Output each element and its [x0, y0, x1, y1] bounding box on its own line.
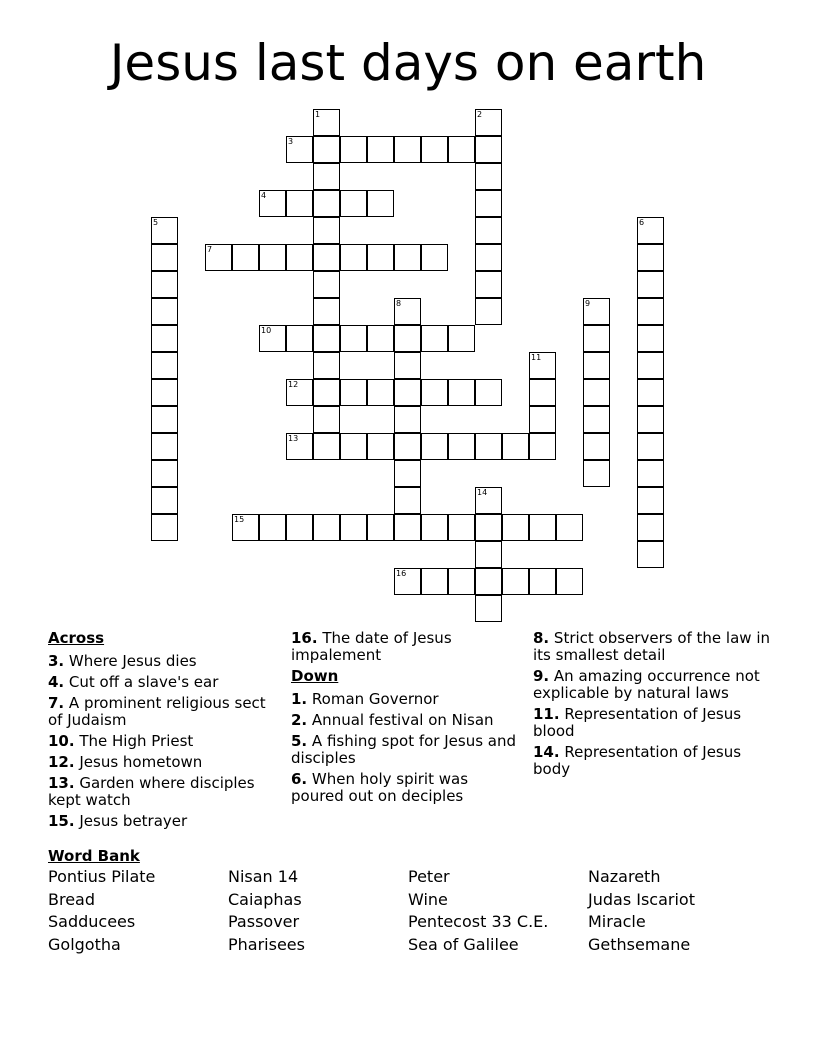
clue-across-3: 3. Where Jesus dies — [48, 652, 197, 670]
grid-cell[interactable] — [502, 514, 529, 541]
clue-number: 7 — [207, 245, 213, 254]
grid-cell[interactable] — [475, 433, 502, 460]
grid-cell[interactable] — [367, 244, 394, 271]
clue-across-10: 10. The High Priest — [48, 732, 194, 750]
grid-cell[interactable] — [313, 271, 340, 298]
word-bank-item: Nazareth — [588, 867, 661, 886]
grid-cell[interactable] — [313, 163, 340, 190]
clue-across-7: 7. A prominent religious sect of Judaism — [48, 694, 266, 729]
grid-cell[interactable] — [151, 298, 178, 325]
grid-cell[interactable] — [583, 298, 610, 325]
grid-cell[interactable] — [340, 433, 367, 460]
grid-cell[interactable] — [394, 514, 421, 541]
grid-cell[interactable] — [583, 406, 610, 433]
grid-cell[interactable] — [151, 406, 178, 433]
grid-cell[interactable] — [637, 298, 664, 325]
clue-number: 6 — [639, 218, 645, 227]
clue-number: 16 — [396, 569, 407, 578]
grid-cell[interactable] — [313, 298, 340, 325]
grid-cell[interactable] — [637, 271, 664, 298]
grid-cell[interactable] — [394, 487, 421, 514]
grid-cell[interactable] — [529, 433, 556, 460]
grid-cell[interactable] — [421, 325, 448, 352]
word-bank-item: Judas Iscariot — [588, 890, 695, 909]
down-header: Down — [291, 667, 339, 685]
grid-cell[interactable] — [151, 217, 178, 244]
grid-cell[interactable] — [151, 487, 178, 514]
clue-down-5: 5. A fishing spot for Jesus and disciples — [291, 732, 517, 767]
word-bank-item: Nisan 14 — [228, 867, 299, 886]
grid-cell[interactable] — [421, 136, 448, 163]
grid-cell[interactable] — [313, 217, 340, 244]
clue-number: 9 — [585, 299, 591, 308]
grid-cell[interactable] — [637, 352, 664, 379]
across-header: Across — [48, 629, 105, 647]
grid-cell[interactable] — [637, 487, 664, 514]
grid-cell[interactable] — [340, 190, 367, 217]
grid-cell[interactable] — [556, 568, 583, 595]
grid-cell[interactable] — [340, 325, 367, 352]
grid-cell[interactable] — [637, 433, 664, 460]
grid-cell[interactable] — [475, 379, 502, 406]
grid-cell[interactable] — [340, 379, 367, 406]
grid-cell[interactable] — [340, 244, 367, 271]
grid-cell[interactable] — [529, 568, 556, 595]
grid-cell[interactable] — [151, 460, 178, 487]
grid-cell[interactable] — [286, 379, 313, 406]
grid-cell[interactable] — [313, 514, 340, 541]
grid-cell[interactable] — [475, 487, 502, 514]
grid-cell[interactable] — [151, 271, 178, 298]
grid-cell[interactable] — [313, 352, 340, 379]
grid-cell[interactable] — [367, 433, 394, 460]
clue-down-11: 11. Representation of Jesus blood — [533, 705, 742, 740]
grid-cell[interactable] — [313, 379, 340, 406]
grid-cell[interactable] — [313, 433, 340, 460]
grid-cell[interactable] — [286, 244, 313, 271]
grid-cell[interactable] — [286, 190, 313, 217]
grid-cell[interactable] — [151, 325, 178, 352]
word-bank-header: Word Bank — [48, 847, 140, 865]
grid-cell[interactable] — [583, 379, 610, 406]
word-bank-item: Gethsemane — [588, 935, 691, 954]
grid-cell[interactable] — [394, 325, 421, 352]
grid-cell[interactable] — [421, 244, 448, 271]
clue-down-6: 6. When holy spirit was poured out on deciples — [291, 770, 469, 805]
grid-cell[interactable] — [232, 514, 259, 541]
grid-cell[interactable] — [151, 514, 178, 541]
word-bank-item: Sadducees — [48, 912, 136, 931]
grid-cell[interactable] — [475, 217, 502, 244]
grid-cell[interactable] — [151, 244, 178, 271]
clue-down-8: 8. Strict observers of the law in its smallest detail — [533, 629, 771, 664]
grid-cell[interactable] — [475, 595, 502, 622]
grid-cell[interactable] — [394, 352, 421, 379]
grid-cell[interactable] — [475, 163, 502, 190]
clues-column-3 — [533, 630, 773, 782]
grid-cell[interactable] — [367, 379, 394, 406]
grid-cell[interactable] — [286, 514, 313, 541]
grid-cell[interactable] — [502, 568, 529, 595]
grid-cell[interactable] — [313, 190, 340, 217]
grid-cell[interactable] — [421, 433, 448, 460]
grid-cell[interactable] — [151, 379, 178, 406]
word-bank-item: Pentecost 33 C.E. — [408, 912, 549, 931]
grid-cell[interactable] — [529, 379, 556, 406]
grid-cell[interactable] — [421, 514, 448, 541]
grid-cell[interactable] — [394, 298, 421, 325]
grid-cell[interactable] — [637, 244, 664, 271]
grid-cell[interactable] — [502, 433, 529, 460]
word-bank-item: Pharisees — [228, 935, 305, 954]
clue-down-14: 14. Representation of Jesus body — [533, 743, 742, 778]
clue-number: 13 — [288, 434, 299, 443]
grid-cell[interactable] — [421, 568, 448, 595]
clues-column-2 — [291, 630, 521, 809]
grid-cell[interactable] — [232, 244, 259, 271]
grid-cell[interactable] — [313, 136, 340, 163]
grid-cell[interactable] — [583, 433, 610, 460]
grid-cell[interactable] — [583, 460, 610, 487]
grid-cell[interactable] — [448, 433, 475, 460]
clue-across-13: 13. Garden where disciples kept watch — [48, 774, 255, 809]
grid-cell[interactable] — [151, 433, 178, 460]
grid-cell[interactable] — [448, 514, 475, 541]
grid-cell[interactable] — [583, 325, 610, 352]
word-bank-item: Peter — [408, 867, 450, 886]
grid-cell[interactable] — [475, 541, 502, 568]
clue-number: 4 — [261, 191, 267, 200]
clue-number: 12 — [288, 380, 299, 389]
grid-cell[interactable] — [475, 244, 502, 271]
clue-number: 11 — [531, 353, 542, 362]
grid-cell[interactable] — [394, 136, 421, 163]
grid-cell[interactable] — [637, 379, 664, 406]
grid-cell[interactable] — [637, 217, 664, 244]
grid-cell[interactable] — [313, 109, 340, 136]
grid-cell[interactable] — [394, 406, 421, 433]
grid-cell[interactable] — [394, 244, 421, 271]
grid-cell[interactable] — [448, 325, 475, 352]
grid-cell[interactable] — [529, 406, 556, 433]
clue-number: 15 — [234, 515, 245, 524]
grid-cell[interactable] — [367, 136, 394, 163]
grid-cell[interactable] — [637, 514, 664, 541]
grid-cell[interactable] — [286, 325, 313, 352]
grid-cell[interactable] — [583, 352, 610, 379]
word-bank-item: Bread — [48, 890, 96, 909]
grid-cell[interactable] — [367, 514, 394, 541]
grid-cell[interactable] — [286, 136, 313, 163]
grid-cell[interactable] — [475, 190, 502, 217]
grid-cell[interactable] — [340, 514, 367, 541]
grid-cell[interactable] — [475, 271, 502, 298]
grid-cell[interactable] — [259, 514, 286, 541]
grid-cell[interactable] — [421, 379, 448, 406]
grid-cell[interactable] — [475, 298, 502, 325]
grid-cell[interactable] — [448, 136, 475, 163]
grid-cell[interactable] — [637, 541, 664, 568]
word-bank-item: Caiaphas — [228, 890, 302, 909]
grid-cell[interactable] — [637, 325, 664, 352]
clue-number: 14 — [477, 488, 488, 497]
grid-cell[interactable] — [475, 136, 502, 163]
clue-down-9: 9. An amazing occurrence not explicable by natural laws — [533, 667, 760, 702]
clues-column-1 — [48, 630, 278, 834]
grid-cell[interactable] — [637, 460, 664, 487]
grid-cell[interactable] — [313, 244, 340, 271]
grid-cell[interactable] — [340, 136, 367, 163]
word-bank-item: Pontius Pilate — [48, 867, 156, 886]
grid-cell[interactable] — [367, 325, 394, 352]
grid-cell[interactable] — [259, 325, 286, 352]
grid-cell[interactable] — [529, 352, 556, 379]
grid-cell[interactable] — [529, 514, 556, 541]
grid-cell[interactable] — [205, 244, 232, 271]
grid-cell[interactable] — [259, 244, 286, 271]
grid-cell[interactable] — [448, 568, 475, 595]
clue-down-2: 2. Annual festival on Nisan — [291, 711, 494, 729]
clue-across-15: 15. Jesus betrayer — [48, 812, 188, 830]
puzzle-title: Jesus last days on earth — [109, 34, 707, 92]
clue-across-16: 16. The date of Jesus impalement — [291, 629, 452, 664]
grid-cell[interactable] — [286, 433, 313, 460]
grid-cell[interactable] — [394, 460, 421, 487]
grid-cell[interactable] — [394, 568, 421, 595]
clue-number: 10 — [261, 326, 272, 335]
grid-cell[interactable] — [556, 514, 583, 541]
clue-number: 8 — [396, 299, 402, 308]
word-bank-item: Wine — [408, 890, 448, 909]
grid-cell[interactable] — [394, 379, 421, 406]
clue-number: 3 — [288, 137, 294, 146]
grid-cell[interactable] — [637, 406, 664, 433]
word-bank-item: Passover — [228, 912, 300, 931]
clue-down-1: 1. Roman Governor — [291, 690, 439, 708]
clue-number: 5 — [153, 218, 159, 227]
clue-across-4: 4. Cut off a slave's ear — [48, 673, 219, 691]
clue-across-12: 12. Jesus hometown — [48, 753, 203, 771]
grid-cell[interactable] — [475, 514, 502, 541]
grid-cell[interactable] — [475, 109, 502, 136]
clue-number: 2 — [477, 110, 483, 119]
grid-cell[interactable] — [367, 190, 394, 217]
grid-cell[interactable] — [151, 352, 178, 379]
word-bank-item: Golgotha — [48, 935, 121, 954]
grid-cell[interactable] — [475, 568, 502, 595]
word-bank-item: Miracle — [588, 912, 646, 931]
grid-cell[interactable] — [448, 379, 475, 406]
grid-cell[interactable] — [259, 190, 286, 217]
grid-cell[interactable] — [313, 406, 340, 433]
word-bank-item: Sea of Galilee — [408, 935, 519, 954]
clue-number: 1 — [315, 110, 321, 119]
grid-cell[interactable] — [313, 325, 340, 352]
grid-cell[interactable] — [394, 433, 421, 460]
